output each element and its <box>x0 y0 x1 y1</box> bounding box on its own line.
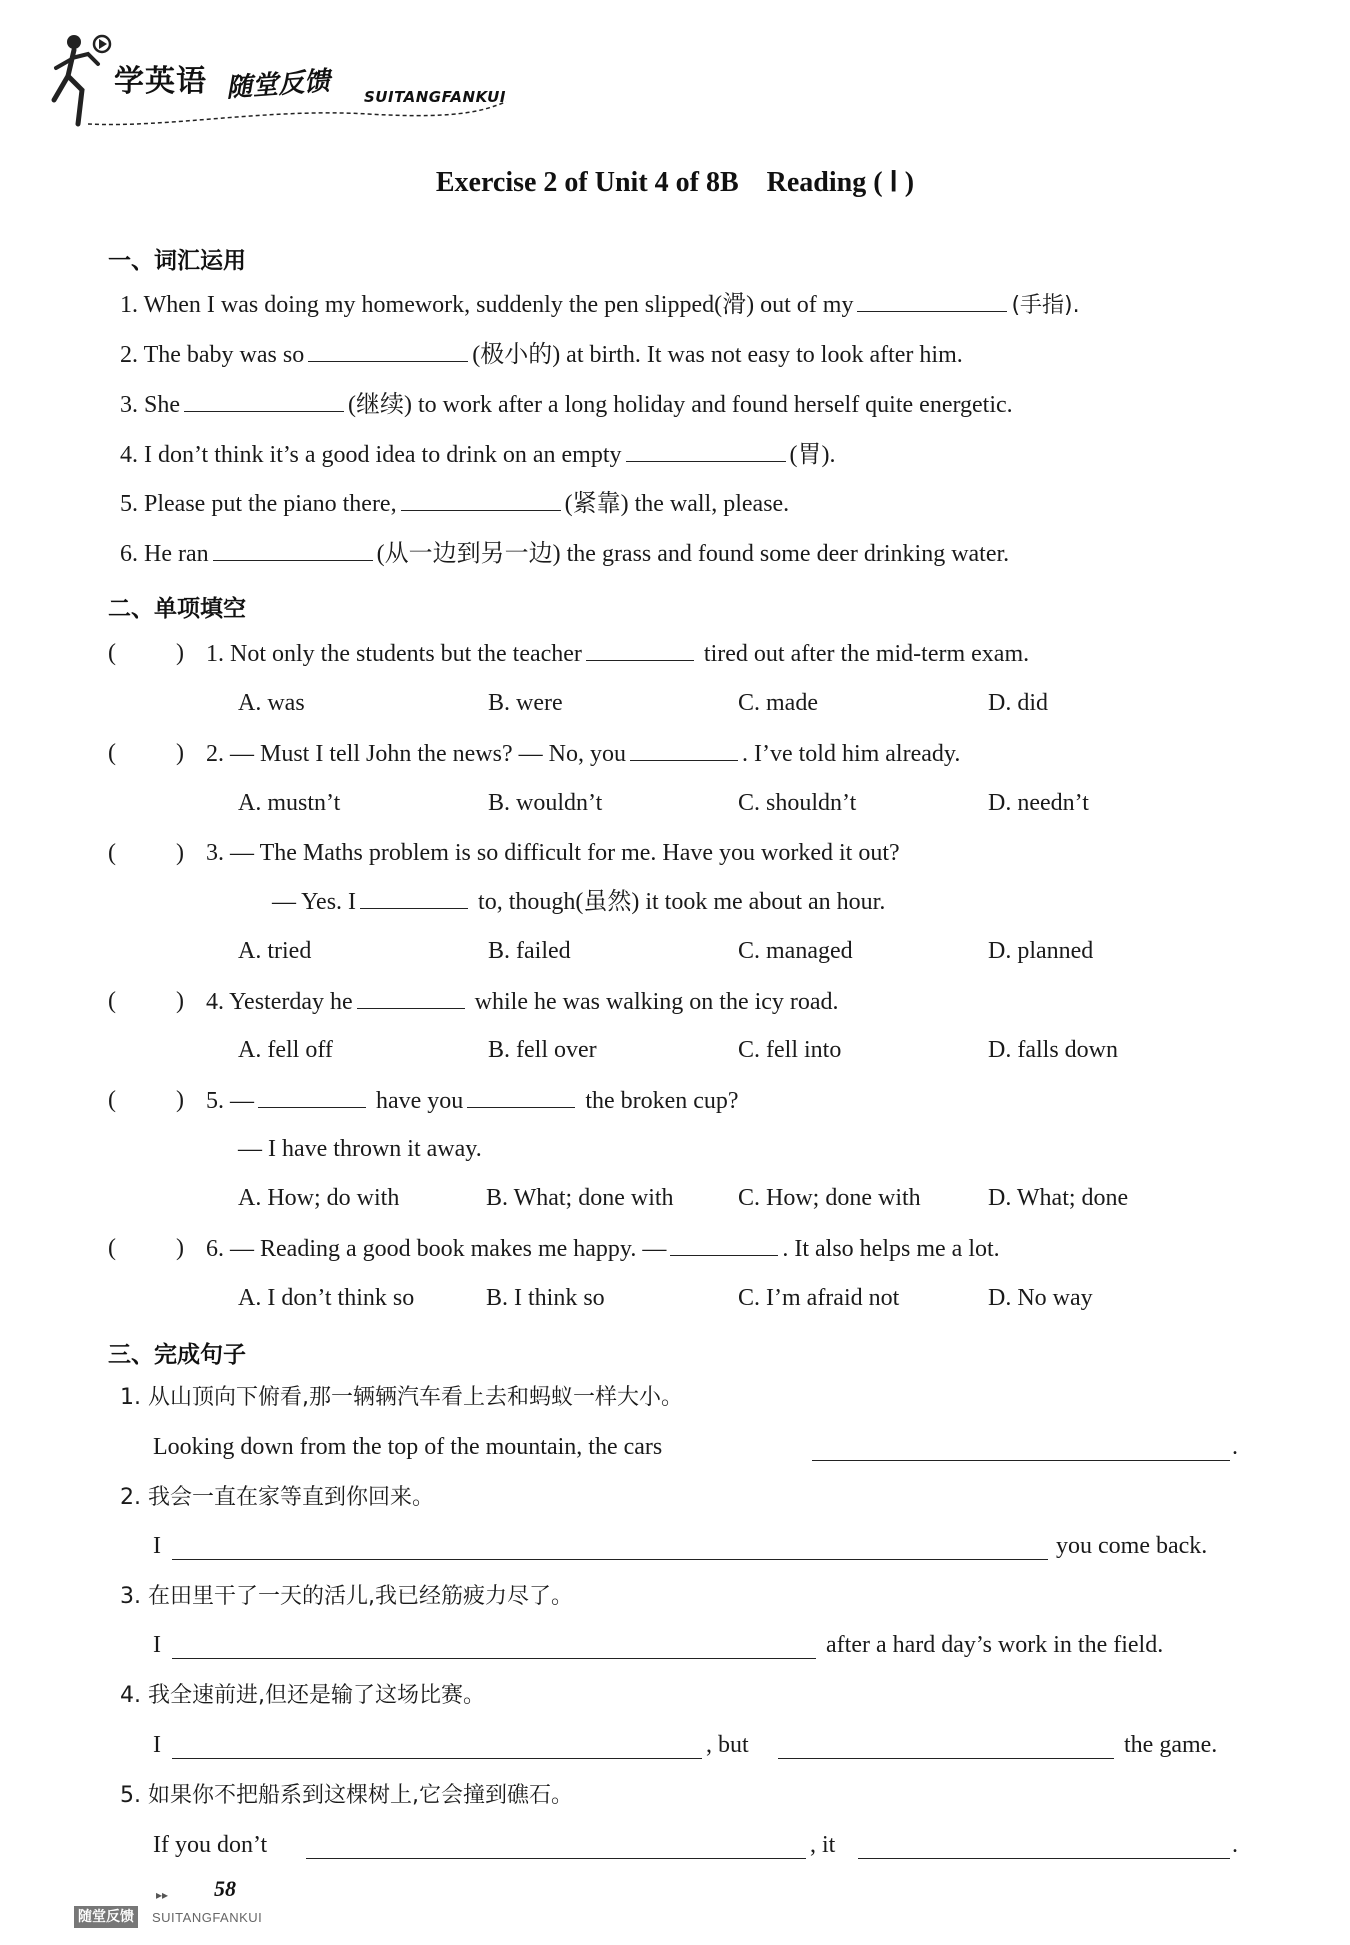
sentence-end: after a hard day’s work in the field. <box>826 1632 1164 1658</box>
option-c[interactable]: C. managed <box>738 938 853 964</box>
mc-question-reply: — Yes. I to, though(虽然) it took me about an hour. <box>272 886 885 917</box>
answer-blank[interactable] <box>857 289 1007 312</box>
option-d[interactable]: D. What; done <box>988 1185 1129 1211</box>
vocab-item: 2. The baby was so (极小的) at birth. It was not easy to look after him. <box>120 339 963 370</box>
logo-latin-text: SUITANGFANKUI <box>364 88 506 106</box>
answer-line[interactable] <box>778 1756 1114 1759</box>
section-heading-vocabulary: 一、词汇运用 <box>108 248 246 274</box>
option-b[interactable]: B. fell over <box>488 1037 597 1063</box>
answer-blank <box>357 986 465 1009</box>
vocab-item: 1. When I was doing my homework, suddenly the pen slipped(滑) out of my (手指). <box>120 289 1080 321</box>
vocab-item: 3. She (继续) to work after a long holiday and found herself quite energetic. <box>120 389 1013 420</box>
footer-arrows-icon: ▸▸ <box>156 1888 169 1902</box>
answer-blank[interactable] <box>184 389 344 412</box>
option-b[interactable]: B. What; done with <box>486 1185 674 1211</box>
option-d[interactable]: D. falls down <box>988 1037 1118 1063</box>
option-c[interactable]: C. made <box>738 690 818 716</box>
vocab-item: 4. I don’t think it’s a good idea to drink on an empty (胃). <box>120 439 835 470</box>
translation-sentence: I <box>153 1732 161 1758</box>
answer-bracket[interactable]: ( ) <box>108 988 184 1014</box>
mc-question: 5. — have you the broken cup? <box>206 1085 739 1116</box>
sentence-end: you come back. <box>1056 1533 1208 1559</box>
translation-prompt: 4. 我全速前进,但还是输了这场比赛。 <box>120 1683 485 1708</box>
option-c[interactable]: C. shouldn’t <box>738 790 857 816</box>
option-a[interactable]: A. mustn’t <box>238 790 341 816</box>
mc-question: 2. — Must I tell John the news? — No, you . I’ve told him already. <box>206 738 960 769</box>
option-a[interactable]: A. I don’t think so <box>238 1285 415 1311</box>
footer-latin-text: SUITANGFANKUI <box>152 1910 263 1925</box>
answer-blank[interactable] <box>626 439 786 462</box>
logo-swoosh <box>88 98 508 128</box>
translation-sentence: I <box>153 1533 161 1559</box>
footer-tag: 随堂反馈 <box>74 1906 138 1928</box>
option-a[interactable]: A. was <box>238 690 305 716</box>
answer-blank <box>360 886 468 909</box>
option-c[interactable]: C. How; done with <box>738 1185 921 1211</box>
answer-blank <box>258 1085 366 1108</box>
sentence-connector: , but <box>706 1732 749 1758</box>
option-b[interactable]: B. wouldn’t <box>488 790 603 816</box>
answer-blank[interactable] <box>401 488 561 511</box>
option-a[interactable]: A. fell off <box>238 1037 333 1063</box>
translation-sentence: I <box>153 1632 161 1658</box>
translation-prompt: 2. 我会一直在家等直到你回来。 <box>120 1485 434 1510</box>
vocab-item: 5. Please put the piano there, (紧靠) the wall, please. <box>120 488 789 519</box>
answer-blank <box>670 1233 778 1256</box>
option-b[interactable]: B. I think so <box>486 1285 605 1311</box>
translation-prompt: 5. 如果你不把船系到这棵树上,它会撞到礁石。 <box>120 1783 573 1808</box>
answer-blank <box>630 738 738 761</box>
option-d[interactable]: D. planned <box>988 938 1094 964</box>
page-title: Exercise 2 of Unit 4 of 8B Reading ( Ⅰ ) <box>435 167 915 198</box>
option-c[interactable]: C. fell into <box>738 1037 842 1063</box>
answer-bracket[interactable]: ( ) <box>108 840 184 866</box>
mc-question: 6. — Reading a good book makes me happy. — . It also helps me a lot. <box>206 1233 1000 1264</box>
translation-prompt: 3. 在田里干了一天的活儿,我已经筋疲力尽了。 <box>120 1584 573 1609</box>
answer-bracket[interactable]: ( ) <box>108 740 184 766</box>
section-heading-complete-sentences: 三、完成句子 <box>108 1342 246 1368</box>
sentence-end: . <box>1232 1832 1238 1858</box>
sentence-end: the game. <box>1124 1732 1218 1758</box>
answer-line[interactable] <box>172 1756 702 1759</box>
answer-line[interactable] <box>172 1656 816 1659</box>
option-b[interactable]: B. failed <box>488 938 571 964</box>
sentence-connector: , it <box>810 1832 836 1858</box>
vocab-item: 6. He ran (从一边到另一边) the grass and found some deer drinking water. <box>120 538 1009 569</box>
mc-question: 1. Not only the students but the teacher tired out after the mid-term exam. <box>206 638 1029 669</box>
option-d[interactable]: D. No way <box>988 1285 1093 1311</box>
option-d[interactable]: D. needn’t <box>988 790 1089 816</box>
answer-line[interactable] <box>172 1557 1048 1560</box>
mc-question: 3. — The Maths problem is so difficult for me. Have you worked it out? <box>206 840 900 866</box>
header-logo <box>48 28 548 128</box>
option-d[interactable]: D. did <box>988 690 1048 716</box>
mc-question: 4. Yesterday he while he was walking on the icy road. <box>206 986 839 1017</box>
logo-main-text: 学英语 <box>114 64 207 99</box>
answer-line[interactable] <box>812 1458 1230 1461</box>
mc-question-reply: — I have thrown it away. <box>238 1136 482 1162</box>
option-b[interactable]: B. were <box>488 690 563 716</box>
translation-sentence: If you don’t <box>153 1832 268 1858</box>
answer-line[interactable] <box>858 1856 1230 1859</box>
section-heading-multiple-choice: 二、单项填空 <box>108 596 246 622</box>
answer-line[interactable] <box>306 1856 806 1859</box>
answer-bracket[interactable]: ( ) <box>108 1087 184 1113</box>
answer-blank <box>586 638 694 661</box>
logo-handwritten-text: 随堂反馈 <box>225 66 332 104</box>
answer-bracket[interactable]: ( ) <box>108 1235 184 1261</box>
answer-blank <box>467 1085 575 1108</box>
option-c[interactable]: C. I’m afraid not <box>738 1285 900 1311</box>
page-number: 58 <box>214 1876 236 1901</box>
answer-blank[interactable] <box>308 339 468 362</box>
answer-bracket[interactable]: ( ) <box>108 640 184 666</box>
option-a[interactable]: A. tried <box>238 938 312 964</box>
translation-prompt: 1. 从山顶向下俯看,那一辆辆汽车看上去和蚂蚁一样大小。 <box>120 1385 683 1410</box>
translation-sentence: Looking down from the top of the mountain, the cars <box>153 1434 663 1460</box>
answer-blank[interactable] <box>213 538 373 561</box>
sentence-end: . <box>1232 1434 1238 1460</box>
option-a[interactable]: A. How; do with <box>238 1185 400 1211</box>
